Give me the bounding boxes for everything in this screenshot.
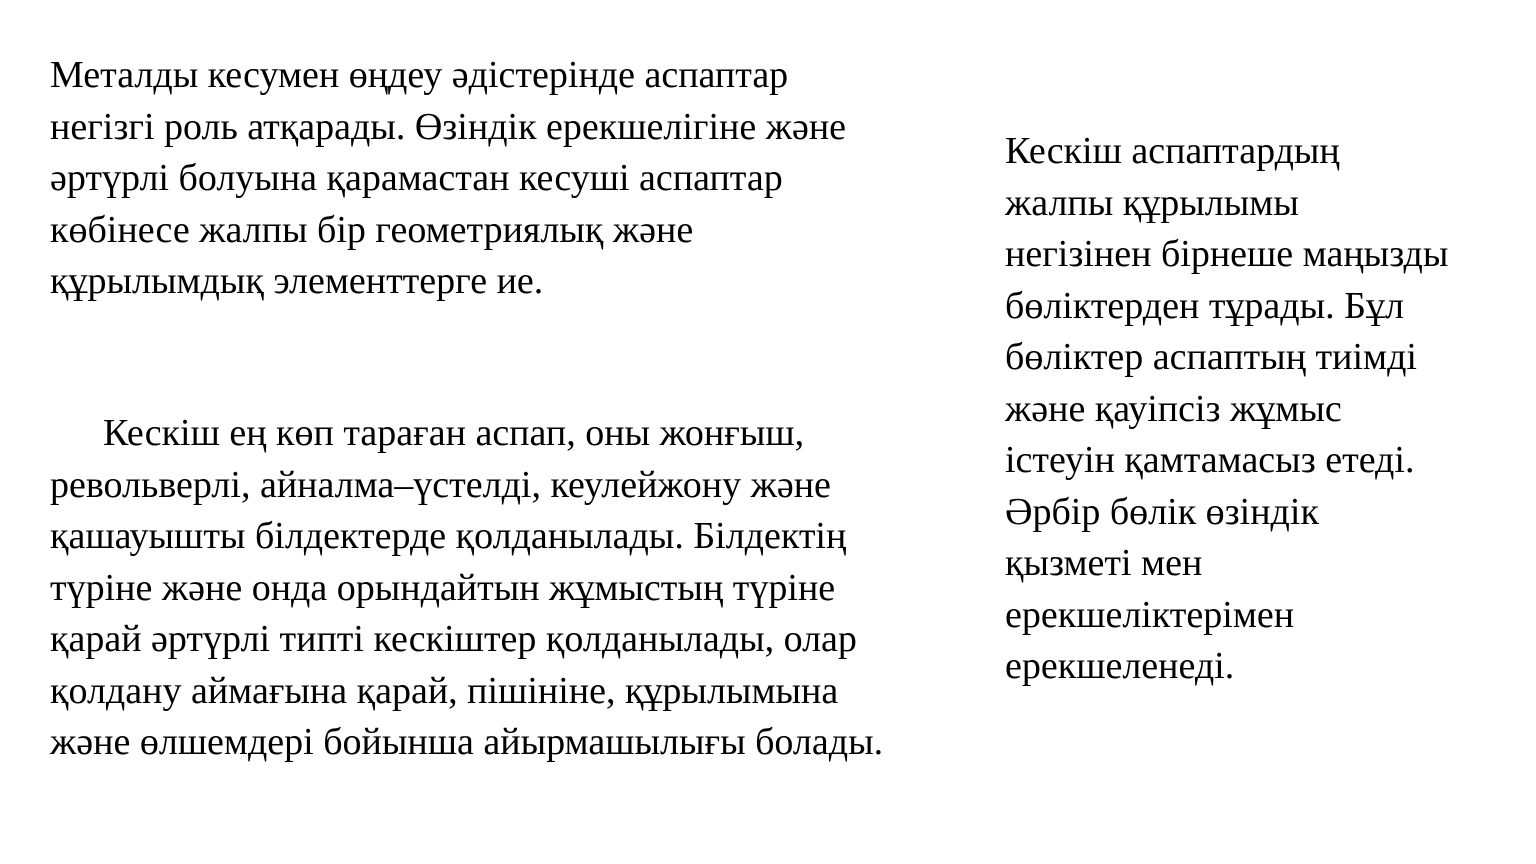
intro-paragraph (50, 50, 980, 308)
text-line: қашауышты білдектерде қолданылады. Білдектің (50, 515, 847, 557)
text-line: Металды кесумен өңдеу әдістерінде аспаптар (50, 54, 789, 96)
structure-paragraph (1005, 126, 1520, 693)
text-line: және өлшемдері бойынша айырмашылығы болады. (50, 721, 884, 763)
text-line: қолдану аймағына қарай, пішініне, құрылымына (50, 669, 839, 712)
text-line: негізгі роль атқарады. Өзіндік ерекшелігіне және (50, 105, 847, 148)
text-line: револьверлі, айналма–үстелді, кеулейжону және (50, 463, 831, 506)
text-line: Әрбір бөлік өзіндік (1005, 490, 1319, 533)
text-line: істеуін қамтамасыз етеді. (1005, 439, 1415, 481)
text-line: құрылымдық элементтерге ие. (50, 260, 544, 302)
cutter-usage-paragraph (50, 408, 1000, 769)
text-line: бөліктерден тұрады. Бұл (1005, 284, 1404, 327)
text-line: әртүрлі болуына қарамастан кесуші аспаптар (50, 157, 783, 199)
text-line: және қауіпсіз жұмыс (1005, 387, 1342, 430)
text-line: Кескіш ең көп тараған аспап, оны жонғыш, (103, 412, 805, 454)
text-line: ерекшеліктерімен (1005, 593, 1295, 636)
text-line: ерекшеленеді. (1005, 645, 1235, 687)
text-line: Кескіш аспаптардың (1005, 130, 1340, 172)
text-line: бөліктер аспаптың тиімді (1005, 336, 1417, 378)
text-line: қызметі мен (1005, 542, 1203, 584)
text-line: негізінен бірнеше маңызды (1005, 233, 1449, 275)
text-line: жалпы құрылымы (1005, 181, 1299, 224)
text-line: қарай әртүрлі типті кескіштер қолданылады, олар (50, 618, 857, 660)
text-line: көбінесе жалпы бір геометриялық және (50, 208, 694, 251)
text-line: түріне және онда орындайтын жұмыстың түріне (50, 566, 836, 609)
